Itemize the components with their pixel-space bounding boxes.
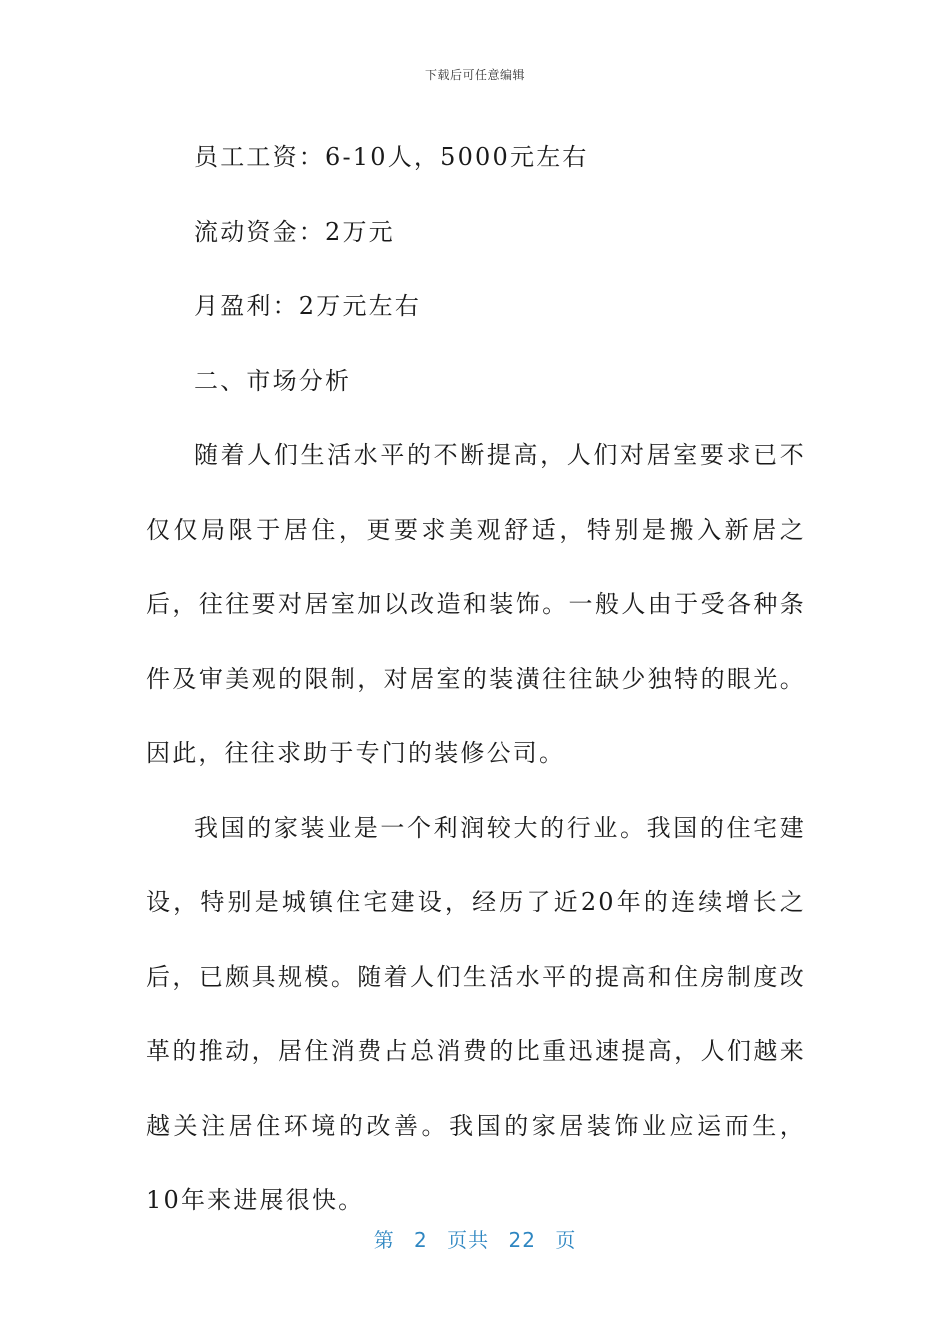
footer-prefix: 第 (373, 1228, 395, 1252)
footer-current-page: 2 (414, 1228, 428, 1252)
paragraph-working-capital: 流动资金：2万元 (194, 217, 395, 246)
paragraph-industry-overview: 我国的家装业是一个利润较大的行业。我国的住宅建设，特别是城镇住宅建设，经历了近20年的连续增长之后，已颇具规模。随着人们生活水平的提高和住房制度改革的推动，居住消费占总消费的比重迅速提高，人们越来越关注居住环境的改善。我国的家居装饰业应运而生，10年来进展很快。 (146, 813, 806, 1214)
paragraph-market-intro: 随着人们生活水平的不断提高，人们对居室要求已不仅仅局限于居住，更要求美观舒适，特别是搬入新居之后，往往要对居室加以改造和装饰。一般人由于受各种条件及审美观的限制，对居室的装潢往往缺少独特的眼光。因此，往往求助于专门的装修公司。 (146, 441, 806, 767)
footer-middle: 页共 (447, 1228, 490, 1252)
page-footer (0, 1224, 950, 1253)
section-heading-market-analysis: 二、市场分析 (194, 366, 352, 395)
footer-suffix: 页 (555, 1228, 577, 1252)
paragraph-staff-salary: 员工工资：6-10人，5000元左右 (194, 143, 589, 171)
paragraph-monthly-profit: 月盈利：2万元左右 (194, 292, 422, 320)
document-body (146, 120, 806, 1238)
header-note: 下载后可任意编辑 (424, 68, 525, 82)
footer-total-pages: 22 (508, 1228, 536, 1252)
